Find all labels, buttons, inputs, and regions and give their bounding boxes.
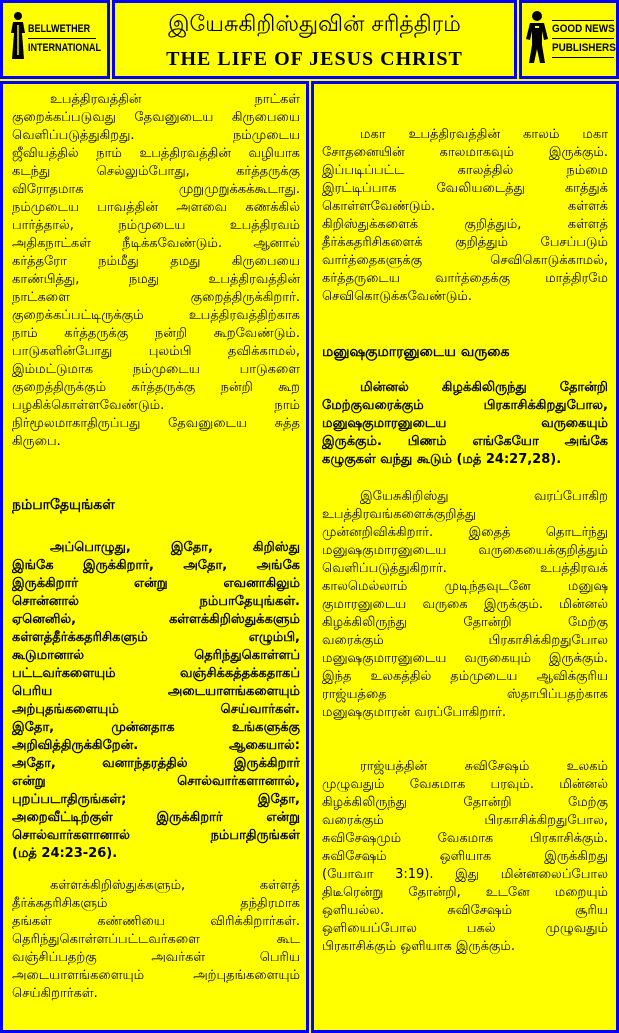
good-news-publishers-logo <box>519 0 619 79</box>
body-paragraph <box>322 758 608 956</box>
text-line: மனுஷகுமாரனுடைய வருகையும் <box>322 416 608 431</box>
title-banner <box>112 0 517 79</box>
text-line: நாம் கர்த்தருக்கு நன்றி கூறவேண்டும். <box>12 326 300 341</box>
text-line: இங்கே இருக்கிறார், அதோ, அங்கே <box>12 558 300 573</box>
text-line: குமாரனுடைய வருகை இருக்கும். மின்னல் <box>322 597 608 612</box>
text-line: புறப்படாதிருங்கள்; இதோ, <box>12 792 300 807</box>
text-line: பிரகாசிக்கும் ஒளியாக இருக்கும். <box>322 939 515 954</box>
text-line: இரட்டிப்பாக வேலியடைத்து காத்துக் <box>322 181 608 196</box>
text-line: கள்ளக்கிறிஸ்துக்களும், கள்ளத் <box>50 878 300 893</box>
scripture-quote <box>12 539 300 863</box>
text-line: உபத்திரவத்தின் நாட்கள் <box>50 92 300 107</box>
text-line: அறைவீட்டிற்குள் இருக்கிறார் என்று <box>12 810 300 825</box>
text-line: காண்பித்து, நமது உபத்திரவத்தின் <box>12 272 300 287</box>
bellwether-figure-icon <box>9 11 27 61</box>
text-line: சொன்னால் நம்பாதேயுங்கள். <box>12 594 300 609</box>
text-line: கூடுமானால் தெரிந்துகொள்ளப் <box>12 648 300 663</box>
text-line: விரோதமாக முறுமுறுக்கக்கூடாது. <box>12 182 300 197</box>
body-paragraph <box>12 91 300 451</box>
text-line: கழுகுகள் வந்து கூடும் (மத் 24:27,28). <box>322 452 562 467</box>
page-title-english: THE LIFE OF JESUS CHRIST <box>166 48 463 70</box>
text-line: பார்த்தால், நம்முடைய உபத்திரவம் <box>12 218 300 233</box>
text-line: செய்கிறார்கள். <box>12 986 98 1001</box>
text-line: கொள்ளவேண்டும். கள்ளக் <box>322 199 608 214</box>
text-line: ஏனெனில், கள்ளக்கிறிஸ்துக்களும் <box>12 612 300 627</box>
text-line: என்று சொல்வார்களானால், <box>12 774 300 789</box>
text-line: ஒளியைப்போல பகல் முழுவதும் <box>322 921 608 936</box>
text-line: மேற்குவரைக்கும் பிரகாசிக்கிறதுபோல, <box>322 398 608 413</box>
logo-rule-middle <box>552 38 614 39</box>
text-line: கிறிஸ்துக்களைக் குறித்தும், கள்ளத் <box>322 217 608 232</box>
text-line: நம்முடைய பாவத்தின் அளவை கணக்கில் <box>12 200 300 215</box>
text-line: சுவிசேஷம் ஒளியாக இருக்கிறது <box>322 849 608 864</box>
logo-text-line-2: PUBLISHERS <box>552 42 616 54</box>
section-heading: நம்பாதேயுங்கள் <box>12 497 115 513</box>
logo-divider <box>28 38 96 39</box>
logo-text-line-2: INTERNATIONAL <box>28 42 101 54</box>
logo-rule-bottom <box>552 57 614 58</box>
text-line: கடந்து செல்லும்போது, கர்த்தருக்கு <box>12 164 300 179</box>
text-line: பெரிய அடையாளங்களையும் <box>12 684 300 699</box>
text-line: முன்னறிவிக்கிறார். இதைத் தொடர்ந்து <box>322 525 608 540</box>
text-line: இப்படிப்பட்ட காலத்தில் நம்மை <box>322 163 608 178</box>
text-line: குறைக்கப்படுவது தேவனுடைய கிருபையை <box>12 110 300 125</box>
text-line: கர்த்தரோ நம்மீது தமது கிருபையை <box>12 254 300 269</box>
text-line: அப்பொழுது, இதோ, கிறிஸ்து <box>50 540 300 555</box>
text-line: கள்ளத்தீர்க்கதரிசிகளும் எழும்பி, <box>12 630 300 645</box>
text-line: (மத் 24:23-26). <box>12 846 118 861</box>
text-line: காலமெல்லாம் முடிந்தவுடனே மனுஷ <box>322 579 608 594</box>
text-line: அதிகநாட்கள் நீடிக்கவேண்டும். ஆனால் <box>12 236 300 251</box>
text-line: திடீரென்று தோன்றி, உடனே மறையும் <box>322 885 608 900</box>
text-line: மின்னல் கிழக்கிலிருந்து தோன்றி <box>360 380 608 395</box>
text-line: சொல்வார்களானால் நம்பாதிருங்கள் <box>12 828 300 843</box>
left-column <box>0 81 309 1033</box>
body-paragraph <box>12 877 300 1003</box>
text-line: மகா உபத்திரவத்தின் காலம் மகா <box>360 127 608 142</box>
text-line: ஜீவியத்தில் நாம் உபத்திரவத்தின் வழியாக <box>12 146 300 161</box>
body-paragraph <box>322 488 608 722</box>
text-line: குறைத்திருக்கும் கர்த்தருக்கு நன்றி கூற <box>12 380 300 395</box>
page-title-tamil: இயேசுகிறிஸ்துவின் சரித்திரம் <box>168 12 461 37</box>
text-line: ராஜ்யத்தின் சுவிசேஷம் உலகம் <box>360 759 608 774</box>
text-line: (யோவா 3:19). இது மின்னலைப்போல <box>322 867 608 882</box>
logo-text-line-1: BELLWETHER <box>28 23 91 35</box>
text-line: கிழக்கிலிருந்து தோன்றி மேற்கு <box>322 615 608 630</box>
text-line: அறிவித்திருக்கிறேன். ஆகையால்: <box>12 738 300 753</box>
text-line: மனுஷகுமாரன் வரப்போகிறார். <box>322 705 507 720</box>
text-line: பட்டவர்களையும் வஞ்சிக்கத்தக்கதாகப் <box>12 666 300 681</box>
text-line: சோதனையின் காலமாகவும் இருக்கும். <box>322 145 608 160</box>
text-line: வெளிப்படுத்துகிறார். உபத்திரவக் <box>322 561 608 576</box>
right-column <box>311 81 619 1033</box>
text-line: வெளிப்படுத்துகிறது. நம்முடைய <box>12 128 300 143</box>
text-line: கிருபை. <box>12 434 61 449</box>
text-line: வஞ்சிப்பதற்கு அவர்கள் பெரிய <box>12 950 300 965</box>
text-line: சுவிசேஷமும் வேகமாக பிரகாசிக்கும். <box>322 831 608 846</box>
text-line: உபத்திரவங்களைக்குறித்து <box>322 507 477 522</box>
body-paragraph <box>322 126 608 306</box>
text-line: அற்புதங்களையும் செய்வார்கள். <box>12 702 300 717</box>
text-line: இருக்கிறார் என்று எவனாகிலும் <box>12 576 300 591</box>
text-line: ராஜ்யத்தை ஸ்தாபிப்பதற்காக <box>322 687 608 702</box>
text-line: நிர்மூலமாகாதிருப்பது தேவனுடைய சுத்த <box>12 416 300 431</box>
text-line: தீர்க்கதரிசிகளும் தந்திரமாக <box>12 896 300 911</box>
text-line: செவிகொடுக்கவேண்டும். <box>322 289 472 304</box>
bellwether-logo <box>0 0 110 79</box>
section-heading: மனுஷகுமாரனுடைய வருகை <box>322 344 510 360</box>
scripture-quote <box>322 379 608 469</box>
text-line: வரைக்கும் பிரகாசிக்கிறதுபோல <box>322 633 608 648</box>
text-line: இந்த உலகத்தில் தம்முடைய ஆவிக்குரிய <box>322 669 608 684</box>
text-line: கிழக்கிலிருந்து தோன்றி மேற்கு <box>322 795 608 810</box>
text-line: கர்த்தருடைய வார்த்தைக்கு மாத்திரமே <box>322 271 608 286</box>
text-line: நாட்களை குறைத்திருக்கிறார். <box>12 290 300 305</box>
logo-text-line-1: GOOD NEWS <box>552 23 615 35</box>
text-line: இருக்கும். பிணம் எங்கேயோ அங்கே <box>322 434 608 449</box>
text-line: முழுவதும் வேகமாக பரவும். மின்னல் <box>322 777 608 792</box>
text-line: மனுஷகுமாரனுடைய வருகையும் இருக்கும். <box>322 651 608 666</box>
text-line: தங்கள் கண்ணியை விரிக்கிறார்கள். <box>12 914 300 929</box>
text-line: வார்த்தைகளுக்கு செவிகொடுக்காமல், <box>322 253 608 268</box>
text-line: ஒளியல்ல. சுவிசேஷம் சூரிய <box>322 903 608 918</box>
text-line: பழகிக்கொள்ளவேண்டும். நாம் <box>12 398 300 413</box>
logo-rule-top <box>552 20 614 21</box>
text-line: மனுஷகுமாரனுடைய வருகையைக்குறித்தும் <box>322 543 608 558</box>
text-line: இதோ, முன்னதாக உங்களுக்கு <box>12 720 300 735</box>
text-line: பாடுகளின்போது புலம்பி தவிக்காமல், <box>12 344 300 359</box>
good-news-figure-icon <box>524 9 550 65</box>
text-line: தீர்க்கதரிசிகளைக் குறித்தும் பேசப்படும் <box>322 235 608 250</box>
text-line: குறைக்கப்பட்டிருக்கும் உபத்திரவத்திற்காக <box>12 308 300 323</box>
text-line: இயேசுகிறிஸ்து வரப்போகிற <box>360 489 608 504</box>
text-line: அடையாளங்களையும் அற்புதங்களையும் <box>12 968 300 983</box>
text-line: அதோ, வனாந்தரத்தில் இருக்கிறார் <box>12 756 300 771</box>
text-line: இம்மட்டுமாக நம்முடைய பாடுகளை <box>12 362 300 377</box>
text-line: தெரிந்துகொள்ளப்பட்டவர்களை கூட <box>12 932 300 947</box>
text-line: வரைக்கும் பிரகாசிக்கிறதுபோல, <box>322 813 608 828</box>
